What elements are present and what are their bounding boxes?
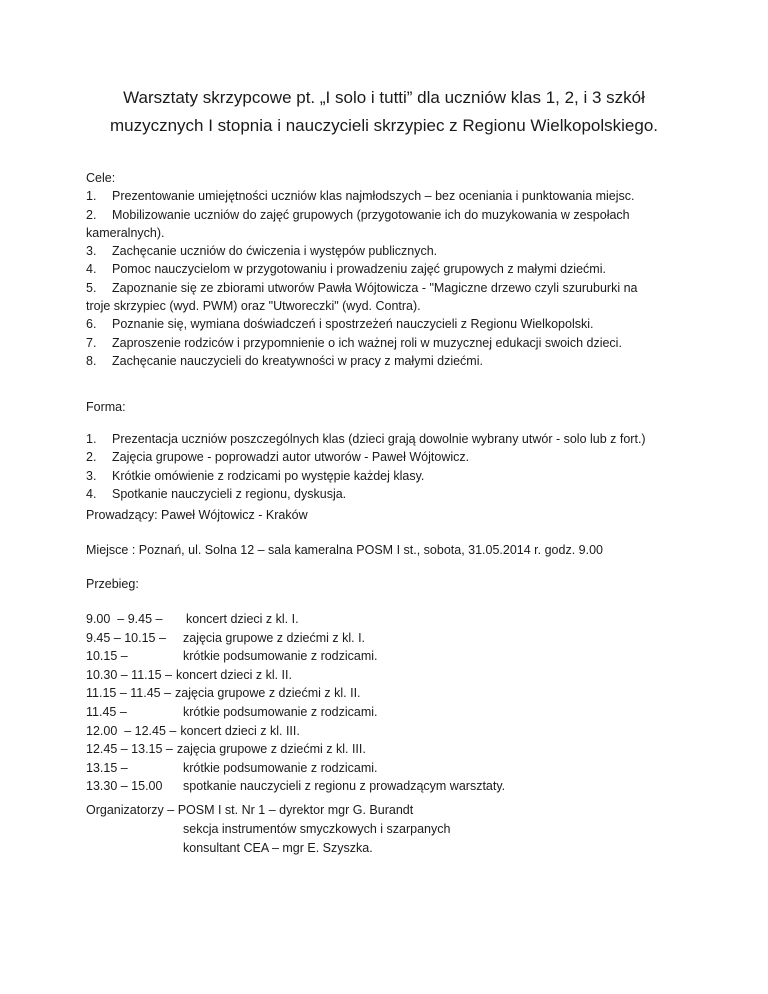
schedule-row: 12.00 – 12.45 – koncert dzieci z kl. III.: [86, 723, 300, 738]
title-line-1: Warsztaty skrzypcowe pt. „I solo i tutti” dla uczniów klas 1, 2, i 3 szkół: [123, 88, 645, 107]
goal-item: 5. Zapoznanie się ze zbiorami utworów Pawła Wójtowicza - "Magiczne drzewo czyli szuruburki na troje skrzypiec (wyd. PWM) oraz "Utworeczki" (wyd. Contra).: [86, 280, 638, 314]
title-line-2: muzycznych I stopnia i nauczycieli skrzypiec z Regionu Wielkopolskiego.: [109, 116, 658, 135]
form-item: 1. Prezentacja uczniów poszczególnych klas (dzieci grają dowolnie wybrany utwór - solo lub z fort.): [86, 432, 646, 446]
goals-section: [86, 169, 726, 370]
schedule-heading: Przebieg:: [86, 577, 139, 591]
goal-item: 6. Poznanie się, wymiana doświadczeń i spostrzeżeń nauczycieli z Regionu Wielkopolski.: [86, 317, 594, 332]
goals-list: [86, 187, 726, 370]
schedule-row: 11.15 – 11.45 – zajęcia grupowe z dziećmi z kl. II.: [86, 686, 361, 701]
document-title: [60, 84, 708, 140]
schedule-table: [86, 610, 726, 796]
form-list: [86, 430, 726, 503]
goal-item: 8. Zachęcanie nauczycieli do kreatywności w pracy z małymi dziećmi.: [86, 353, 483, 368]
form-item: 4. Spotkanie nauczycieli z regionu, dyskusja.: [86, 486, 347, 501]
venue-line: Miejsce : Poznań, ul. Solna 12 – sala kameralna POSM I st., sobota, 31.05.2014 r. godz. 9.00: [86, 543, 603, 557]
host-line: Prowadzący: Paweł Wójtowicz - Kraków: [86, 508, 308, 522]
goal-item: 1. Prezentowanie umiejętności uczniów klas najmłodszych – bez oceniania i punktowania miejsc.: [86, 189, 635, 204]
goal-item: 3. Zachęcanie uczniów do ćwiczenia i występów publicznych.: [86, 244, 438, 259]
goal-item: 4. Pomoc nauczycielom w przygotowaniu i prowadzeniu zajęć grupowych z małymi dziećmi.: [86, 262, 606, 277]
schedule-row: 10.15 – krótkie podsumowanie z rodzicami.: [86, 649, 378, 664]
schedule-row: 10.30 – 11.15 – koncert dzieci z kl. II.: [86, 667, 292, 682]
schedule-row: 12.45 – 13.15 – zajęcia grupowe z dziećmi z kl. III.: [86, 742, 366, 757]
schedule-row: 11.45 – krótkie podsumowanie z rodzicami.: [86, 704, 378, 719]
organizers-line-3: konsultant CEA – mgr E. Szyszka.: [183, 840, 373, 855]
schedule-row: 13.15 – krótkie podsumowanie z rodzicami.: [86, 760, 378, 775]
goals-heading: Cele:: [86, 171, 116, 185]
organizers-line-2: sekcja instrumentów smyczkowych i szarpanych: [183, 821, 451, 836]
goal-item: 7. Zaproszenie rodziców i przypomnienie o ich ważnej roli w muzycznej edukacji swoich dzieci.: [86, 335, 622, 350]
organizers-line-1: Organizatorzy – POSM I st. Nr 1 – dyrektor mgr G. Burandt: [86, 803, 414, 817]
form-item: 2. Zajęcia grupowe - poprowadzi autor utworów - Paweł Wójtowicz.: [86, 450, 470, 465]
schedule-row: 9.45 – 10.15 – zajęcia grupowe z dziećmi z kl. I.: [86, 630, 366, 645]
goal-item: 2. Mobilizowanie uczniów do zajęć grupowych (przygotowanie ich do muzykowania w zespołach kameralnych).: [86, 207, 630, 240]
schedule-row: 13.30 – 15.00 spotkanie nauczycieli z regionu z prowadzącym warsztaty.: [86, 779, 506, 794]
organizers: [86, 801, 450, 857]
form-heading: Forma:: [86, 400, 126, 414]
schedule-row: 9.00 – 9.45 – koncert dzieci z kl. I.: [86, 612, 299, 626]
form-item: 3. Krótkie omówienie z rodzicami po występie każdej klasy.: [86, 468, 425, 483]
